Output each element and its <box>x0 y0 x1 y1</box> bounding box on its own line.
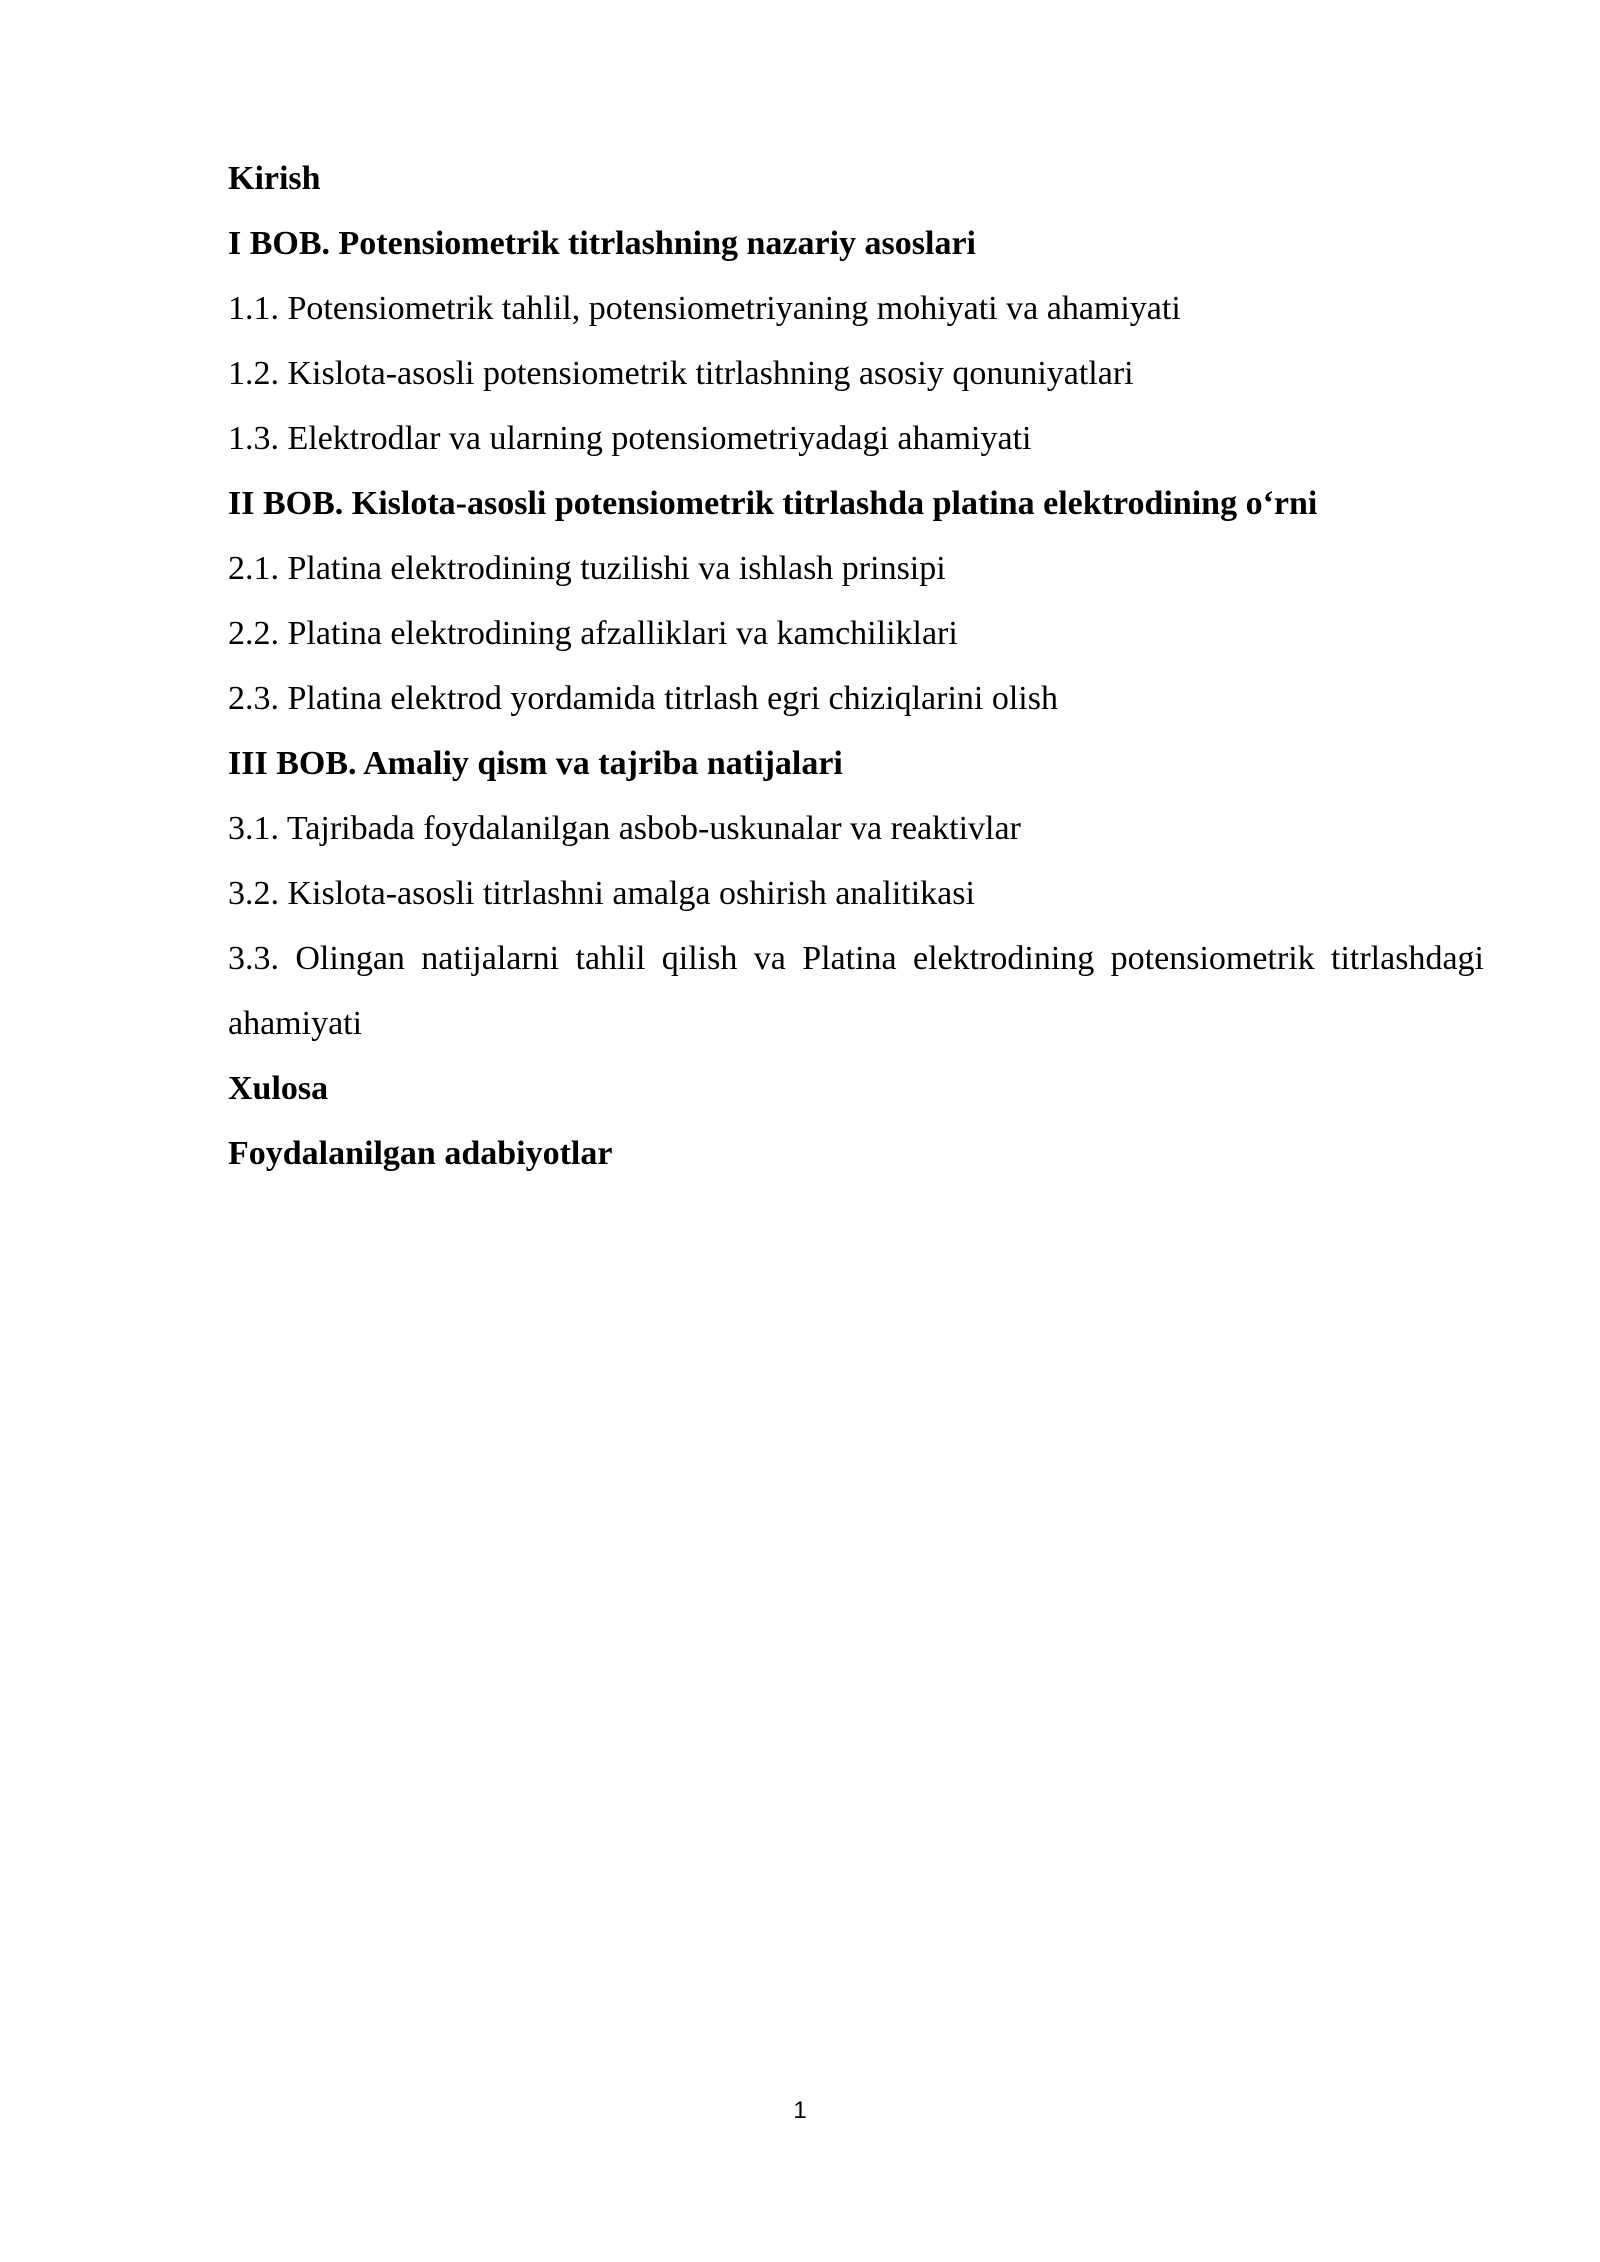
page-number: 1 <box>793 2097 807 2124</box>
toc-section-1-2: 1.2. Kislota-asosli potensiometrik titrlashning asosiy qonuniyatlari <box>228 355 1134 392</box>
toc-section-3-2: 3.2. Kislota-asosli titrlashni amalga oshirish analitikasi <box>228 875 975 912</box>
toc-chapter-3: III BOB. Amaliy qism va tajriba natijalari <box>228 745 843 782</box>
toc-heading-kirish: Kirish <box>228 160 321 197</box>
toc-heading-references: Foydalanilgan adabiyotlar <box>228 1135 613 1172</box>
toc-section-3-3: 3.3. Olingan natijalarni tahlil qilish va Platina elektrodining potensiometrik titrlashdagi ahamiyati <box>228 940 1484 1042</box>
toc-section-1-3: 1.3. Elektrodlar va ularning potensiometriyadagi ahamiyati <box>228 420 1032 457</box>
toc-section-1-1: 1.1. Potensiometrik tahlil, potensiometriyaning mohiyati va ahamiyati <box>228 290 1181 327</box>
toc-section-2-3: 2.3. Platina elektrod yordamida titrlash egri chiziqlarini olish <box>228 680 1058 717</box>
toc-chapter-1: I BOB. Potensiometrik titrlashning nazariy asoslari <box>228 225 976 262</box>
toc-section-2-2: 2.2. Platina elektrodining afzalliklari va kamchiliklari <box>228 615 958 652</box>
table-of-contents <box>228 146 1484 1186</box>
toc-section-2-1: 2.1. Platina elektrodining tuzilishi va ishlash prinsipi <box>228 550 946 587</box>
toc-section-3-1: 3.1. Tajribada foydalanilgan asbob-uskunalar va reaktivlar <box>228 810 1021 847</box>
toc-chapter-2: II BOB. Kislota-asosli potensiometrik titrlashda platina elektrodining o‘rni <box>228 485 1318 522</box>
toc-heading-xulosa: Xulosa <box>228 1070 329 1107</box>
